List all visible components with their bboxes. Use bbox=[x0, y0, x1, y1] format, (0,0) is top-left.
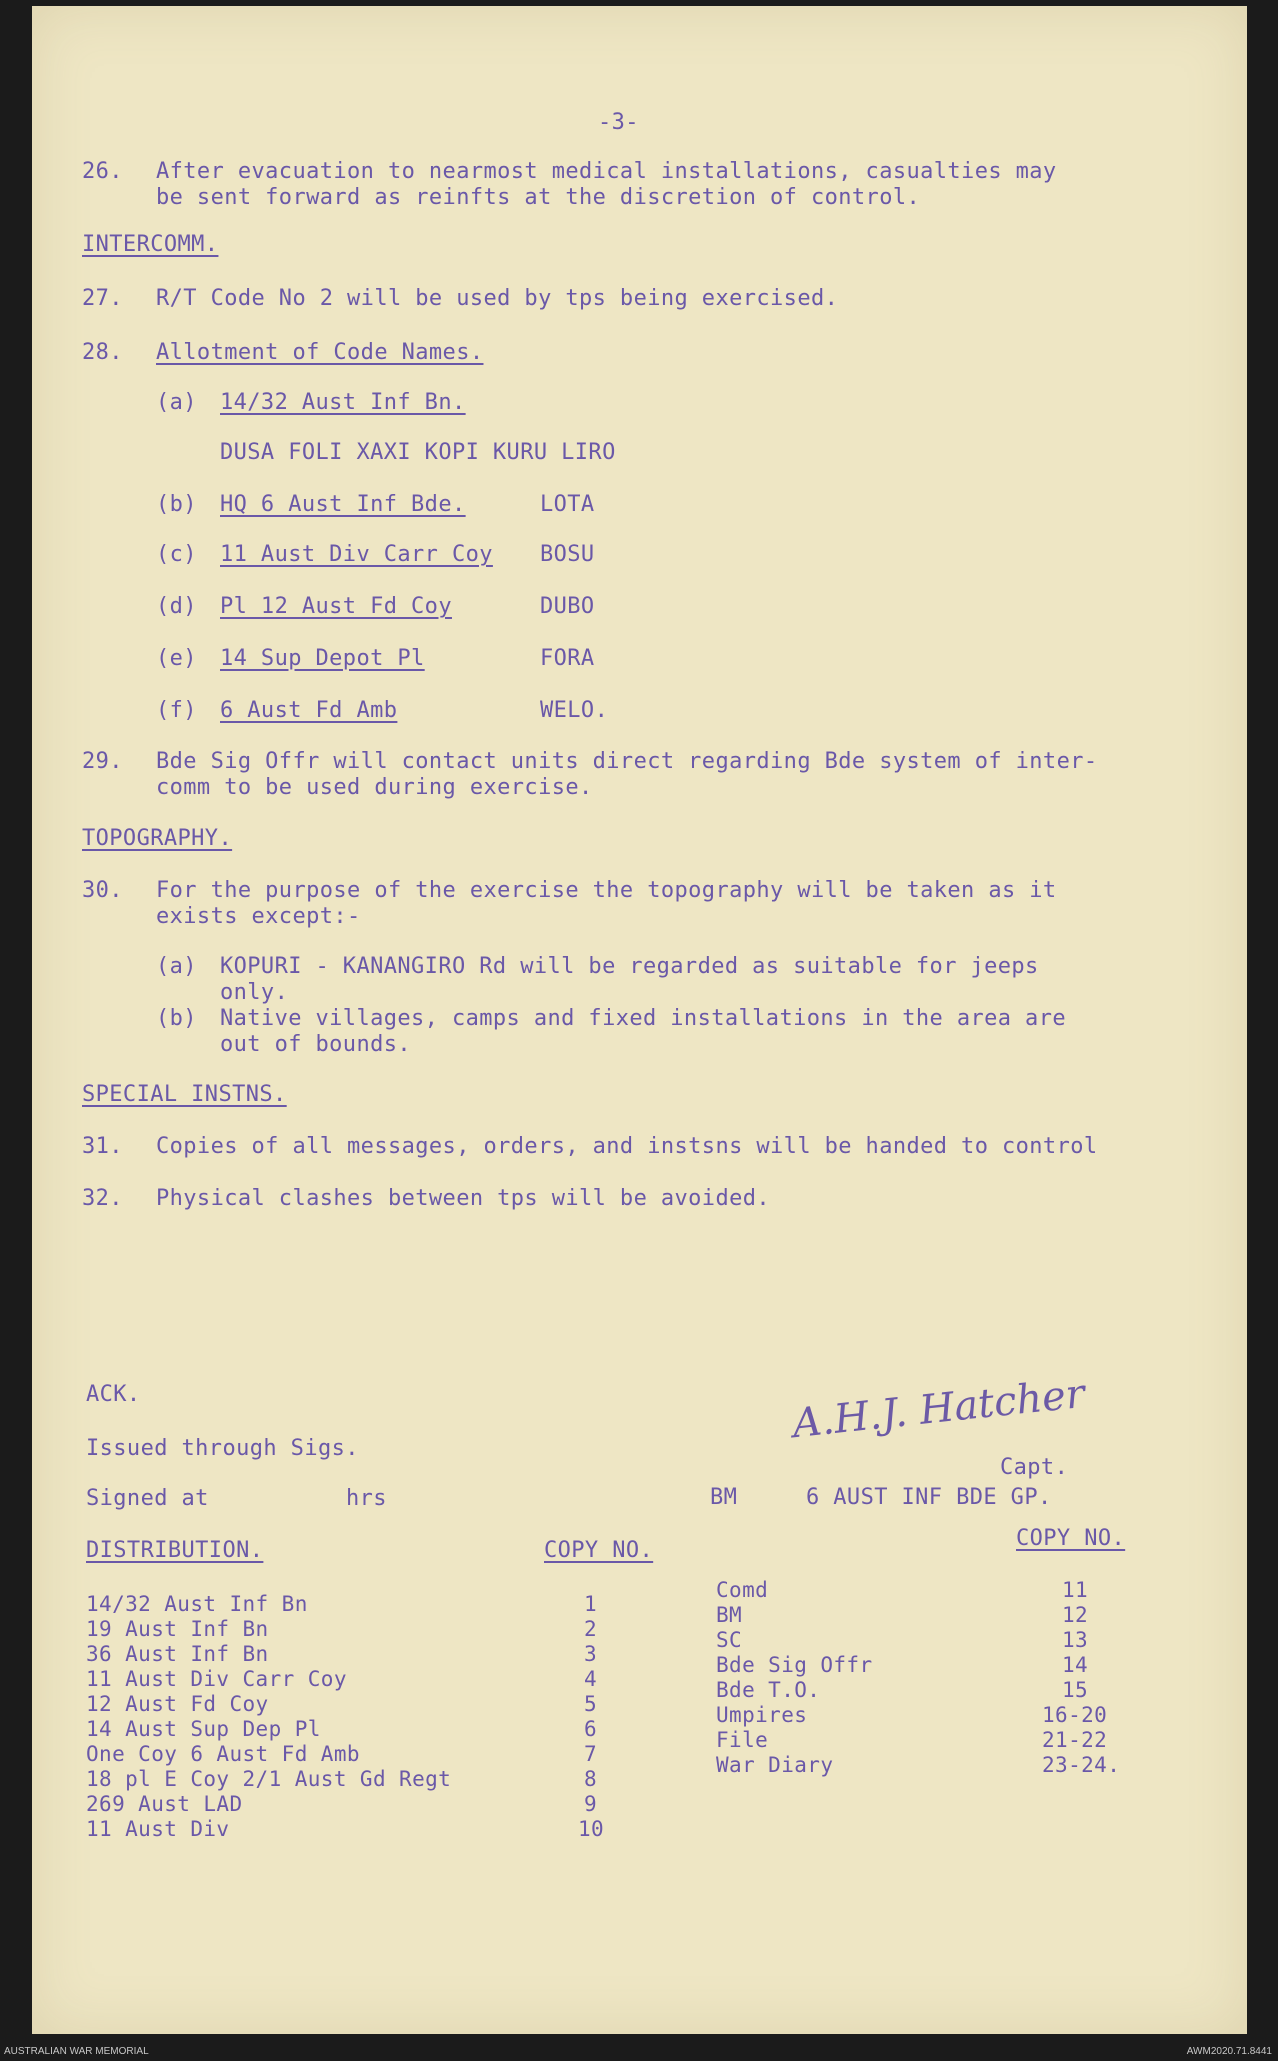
dist-right-copy: 12 bbox=[1062, 1603, 1089, 1627]
para-32-number: 32. bbox=[82, 1186, 123, 1211]
dist-left-unit: 12 Aust Fd Coy bbox=[86, 1692, 269, 1716]
dist-left-copy: 2 bbox=[584, 1617, 598, 1641]
copy-no-heading-right: COPY NO. bbox=[1016, 1526, 1126, 1551]
para-28c-label: (c) bbox=[156, 542, 197, 567]
copy-no-heading-left: COPY NO. bbox=[544, 1538, 654, 1563]
para-30a-line-1: KOPURI - KANANGIRO Rd will be regarded as suitable for jeeps bbox=[220, 954, 1039, 979]
dist-left-unit: 19 Aust Inf Bn bbox=[86, 1617, 269, 1641]
dist-right-copy: 15 bbox=[1062, 1678, 1089, 1702]
para-28d-unit: Pl 12 Aust Fd Coy bbox=[220, 594, 452, 619]
para-28-number: 28. bbox=[82, 340, 123, 365]
para-28b-code: LOTA bbox=[540, 492, 595, 517]
para-30a-line-2: only. bbox=[220, 980, 289, 1005]
dist-right-copy: 21-22 bbox=[1042, 1728, 1108, 1752]
dist-left-copy: 9 bbox=[584, 1792, 598, 1816]
para-29-line-2: comm to be used during exercise. bbox=[156, 775, 593, 800]
footer-accession-number: AWM2020.71.8441 bbox=[1186, 2046, 1272, 2057]
signature: A.H.J. Hatcher bbox=[790, 1370, 1087, 1448]
para-28a-unit: 14/32 Aust Inf Bn. bbox=[220, 390, 466, 415]
para-28b-label: (b) bbox=[156, 492, 197, 517]
para-28f-label: (f) bbox=[156, 698, 197, 723]
issued-through-sigs: Issued through Sigs. bbox=[86, 1436, 359, 1461]
para-31-text: Copies of all messages, orders, and instsns will be handed to control bbox=[156, 1134, 1098, 1159]
para-30b-label: (b) bbox=[156, 1006, 197, 1031]
para-27-text: R/T Code No 2 will be used by tps being exercised. bbox=[156, 286, 839, 311]
para-28b-unit: HQ 6 Aust Inf Bde. bbox=[220, 492, 466, 517]
dist-left-copy: 1 bbox=[584, 1592, 598, 1616]
dist-right-unit: File bbox=[716, 1728, 769, 1752]
para-28d-code: DUBO bbox=[540, 594, 595, 619]
distribution-heading: DISTRIBUTION. bbox=[86, 1538, 264, 1563]
dist-right-unit: Umpires bbox=[716, 1703, 808, 1727]
para-28e-unit: 14 Sup Depot Pl bbox=[220, 646, 425, 671]
para-28e-label: (e) bbox=[156, 646, 197, 671]
signed-at-label: Signed at bbox=[86, 1486, 209, 1511]
para-28c-unit: 11 Aust Div Carr Coy bbox=[220, 542, 493, 567]
ack-label: ACK. bbox=[86, 1382, 141, 1407]
footer-institution: AUSTRALIAN WAR MEMORIAL bbox=[4, 2046, 149, 2057]
dist-right-unit: Bde T.O. bbox=[716, 1678, 821, 1702]
dist-left-unit: 14/32 Aust Inf Bn bbox=[86, 1592, 308, 1616]
para-28c-code: BOSU bbox=[540, 542, 595, 567]
dist-left-copy: 5 bbox=[584, 1692, 598, 1716]
dist-right-copy: 14 bbox=[1062, 1653, 1089, 1677]
dist-right-unit: BM bbox=[716, 1603, 743, 1627]
formation-label: 6 AUST INF BDE GP. bbox=[806, 1485, 1052, 1510]
para-31-number: 31. bbox=[82, 1134, 123, 1159]
dist-left-unit: 18 pl E Coy 2/1 Aust Gd Regt bbox=[86, 1767, 452, 1791]
dist-right-copy: 16-20 bbox=[1042, 1703, 1108, 1727]
para-28e-code: FORA bbox=[540, 646, 595, 671]
dist-right-unit: War Diary bbox=[716, 1753, 834, 1777]
para-29-number: 29. bbox=[82, 749, 123, 774]
dist-left-copy: 8 bbox=[584, 1767, 598, 1791]
para-29-line-1: Bde Sig Offr will contact units direct regarding Bde system of inter- bbox=[156, 749, 1098, 774]
para-28f-code: WELO. bbox=[540, 698, 609, 723]
dist-right-copy: 23-24. bbox=[1042, 1753, 1121, 1777]
para-28a-label: (a) bbox=[156, 390, 197, 415]
heading-special-instns: SPECIAL INSTNS. bbox=[82, 1082, 287, 1107]
dist-left-unit: One Coy 6 Aust Fd Amb bbox=[86, 1742, 360, 1766]
page-number: -3- bbox=[598, 110, 639, 135]
dist-left-copy: 3 bbox=[584, 1642, 598, 1666]
dist-right-unit: Comd bbox=[716, 1578, 769, 1602]
dist-left-unit: 36 Aust Inf Bn bbox=[86, 1642, 269, 1666]
heading-topography: TOPOGRAPHY. bbox=[82, 826, 233, 851]
dist-left-unit: 11 Aust Div Carr Coy bbox=[86, 1667, 347, 1691]
dist-right-unit: SC bbox=[716, 1628, 743, 1652]
para-26-line-1: After evacuation to nearmost medical installations, casualties may bbox=[156, 159, 1057, 184]
dist-left-unit: 269 Aust LAD bbox=[86, 1792, 243, 1816]
para-30-line-1: For the purpose of the exercise the topography will be taken as it bbox=[156, 878, 1057, 903]
hrs-label: hrs bbox=[346, 1486, 387, 1511]
document-page bbox=[32, 6, 1247, 2034]
para-28-text: Allotment of Code Names. bbox=[156, 340, 484, 365]
dist-left-copy: 4 bbox=[584, 1667, 598, 1691]
para-26-number: 26. bbox=[82, 159, 123, 184]
dist-left-unit: 11 Aust Div bbox=[86, 1817, 230, 1841]
dist-left-copy: 10 bbox=[578, 1817, 605, 1841]
rank: Capt. bbox=[1000, 1455, 1069, 1480]
dist-right-copy: 11 bbox=[1062, 1578, 1089, 1602]
para-28a-codes: DUSA FOLI XAXI KOPI KURU LIRO bbox=[220, 440, 616, 465]
dist-left-unit: 14 Aust Sup Dep Pl bbox=[86, 1717, 321, 1741]
para-30b-line-2: out of bounds. bbox=[220, 1032, 412, 1057]
bm-label: BM bbox=[710, 1485, 738, 1510]
dist-left-copy: 6 bbox=[584, 1717, 598, 1741]
dist-left-copy: 7 bbox=[584, 1742, 598, 1766]
para-28f-unit: 6 Aust Fd Amb bbox=[220, 698, 398, 723]
para-30a-label: (a) bbox=[156, 954, 197, 979]
para-26-line-2: be sent forward as reinfts at the discretion of control. bbox=[156, 185, 921, 210]
dist-right-unit: Bde Sig Offr bbox=[716, 1653, 873, 1677]
para-28d-label: (d) bbox=[156, 594, 197, 619]
para-27-number: 27. bbox=[82, 286, 123, 311]
para-30-line-2: exists except:- bbox=[156, 904, 361, 929]
para-32-text: Physical clashes between tps will be avoided. bbox=[156, 1186, 771, 1211]
para-30-number: 30. bbox=[82, 878, 123, 903]
dist-right-copy: 13 bbox=[1062, 1628, 1089, 1652]
para-30b-line-1: Native villages, camps and fixed installations in the area are bbox=[220, 1006, 1066, 1031]
heading-intercomm: INTERCOMM. bbox=[82, 232, 219, 257]
